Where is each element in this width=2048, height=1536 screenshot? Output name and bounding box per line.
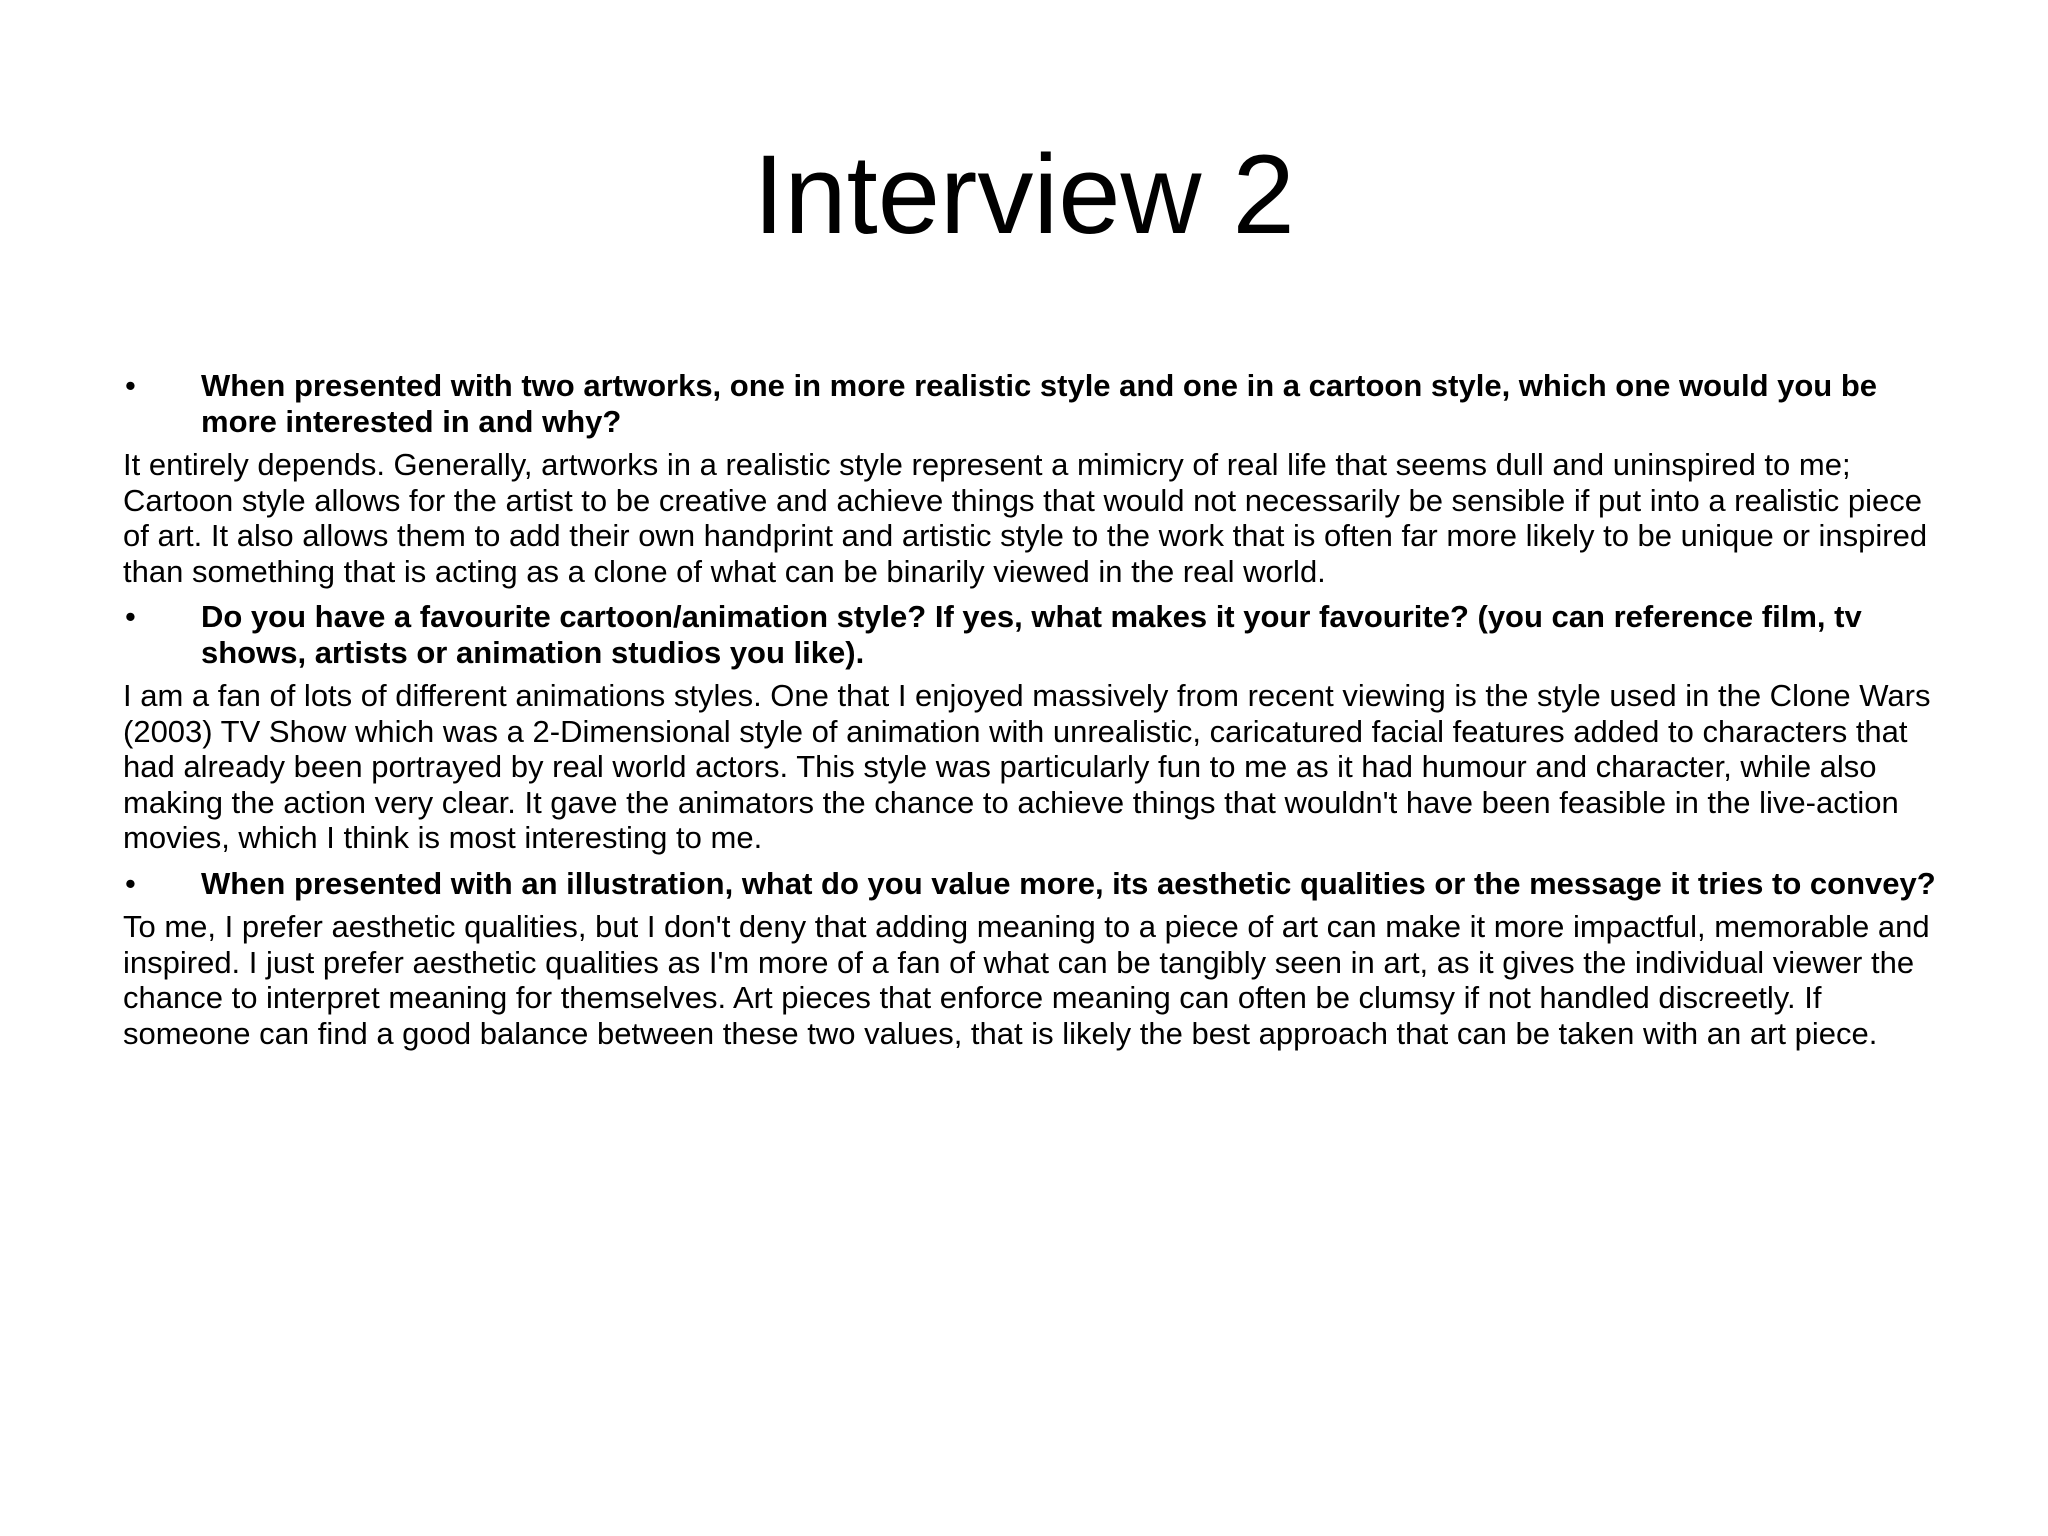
bullet-icon: •	[125, 865, 136, 901]
bullet-icon: •	[125, 368, 136, 403]
question-3-text: When presented with an illustration, what do you value more, its aesthetic qualities or the message it tries to convey?	[201, 865, 1936, 901]
bullet-icon: •	[125, 599, 136, 634]
slide-content	[123, 368, 1943, 1061]
question-1-text: When presented with two artworks, one in more realistic style and one in a cartoon style, which one would you be more interested in and why?	[201, 368, 1878, 439]
question-2	[123, 599, 1943, 670]
question-1	[123, 368, 1943, 439]
question-3	[123, 866, 1943, 902]
slide-title: Interview 2	[753, 132, 1295, 257]
question-2-text: Do you have a favourite cartoon/animation style? If yes, what makes it your favourite? (you can reference film, tv shows, artists or animation studios you like).	[201, 599, 1862, 670]
answer-3: To me, I prefer aesthetic qualities, but I don't deny that adding meaning to a piece of art can make it more impactful, memorable and inspired. I just prefer aesthetic qualities as I'm more of a fan of what can be tangibly seen in art, as it gives the individual viewer the chance to interpret meaning for themselves. Art pieces that enforce meaning can often be clumsy if not handled discreetly. If someone can find a good balance between these two values, that is likely the best approach that can be taken with an art piece.	[123, 909, 1930, 1051]
answer-1: It entirely depends. Generally, artworks in a realistic style represent a mimicry of real life that seems dull and uninspired to me; Cartoon style allows for the artist to be creative and achieve things that would not necessarily be sensible if put into a realistic piece of art. It also allows them to add their own handprint and artistic style to the work that is often far more likely to be unique or inspired than something that is acting as a clone of what can be binarily viewed in the real world.	[123, 447, 1928, 589]
answer-2: I am a fan of lots of different animations styles. One that I enjoyed massively from recent viewing is the style used in the Clone Wars (2003) TV Show which was a 2-Dimensional style of animation with unrealistic, caricatured facial features added to characters that had already been portrayed by real world actors. This style was particularly fun to me as it had humour and character, while also making the action very clear. It gave the animators the chance to achieve things that wouldn't have been feasible in the live-action movies, which I think is most interesting to me.	[123, 678, 1931, 855]
